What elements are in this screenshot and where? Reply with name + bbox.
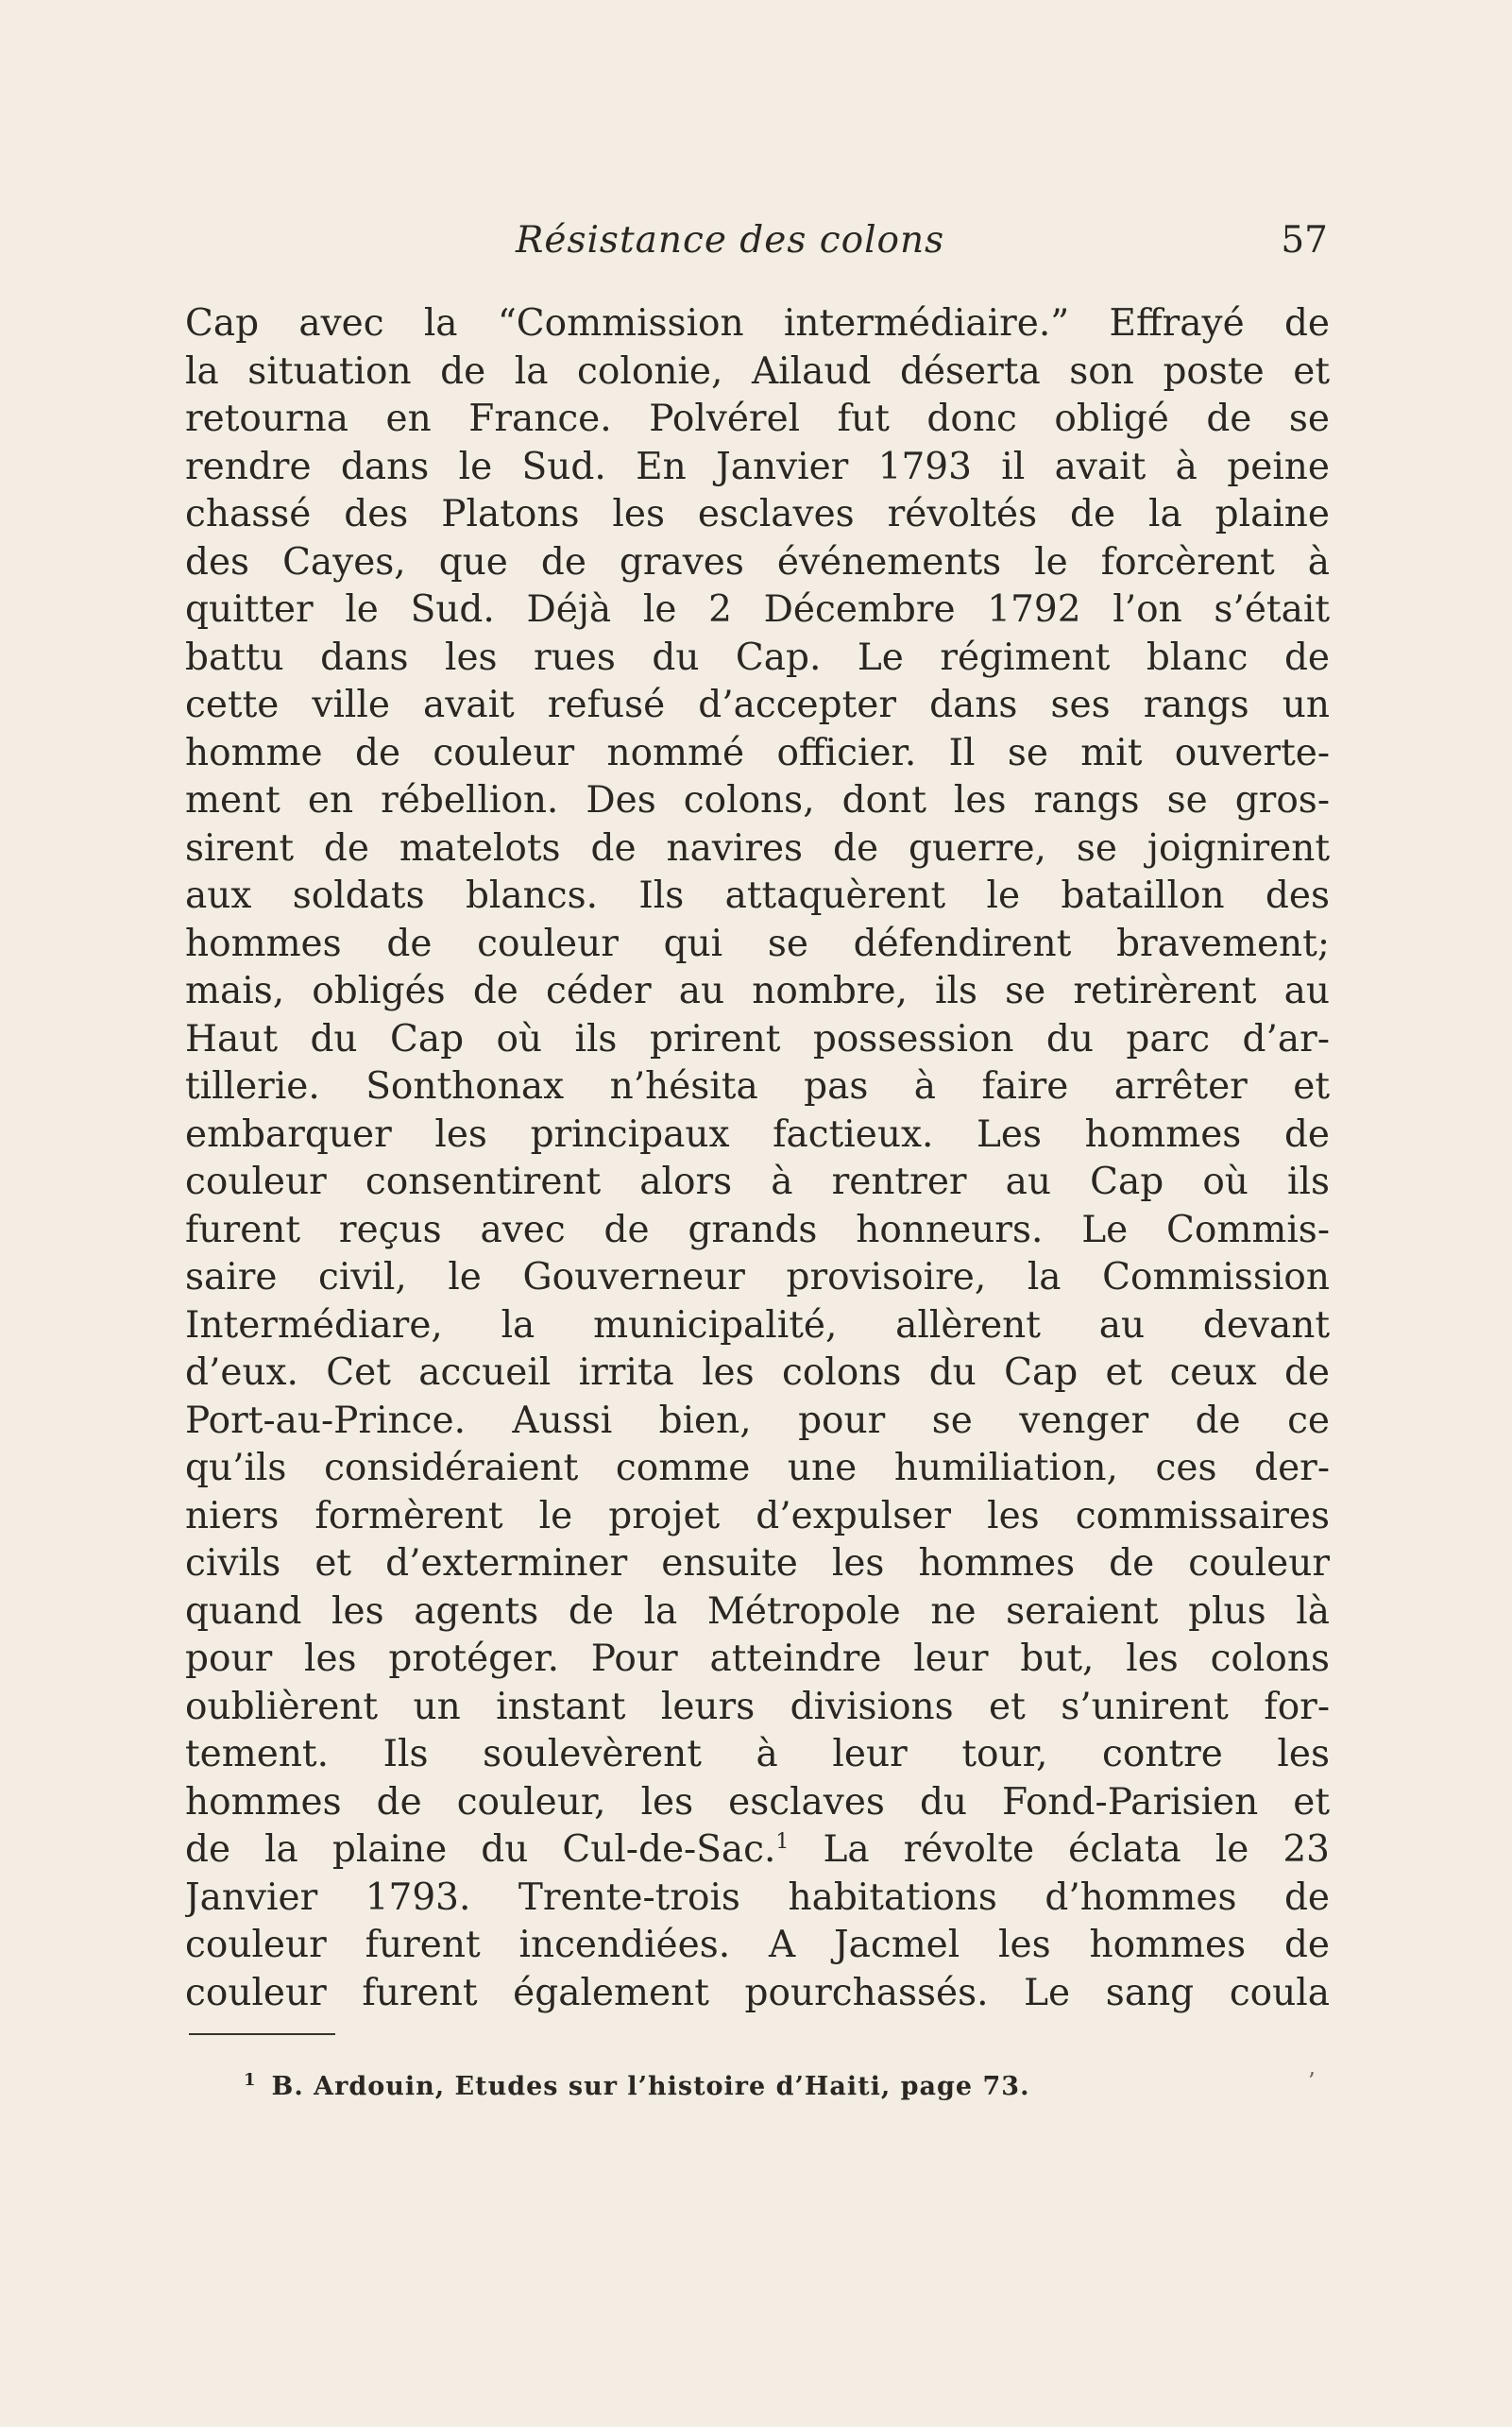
text-line: cette ville avait refusé d’accepter dans ses rangs un <box>185 684 1330 726</box>
text-line: retourna en France. Polvérel fut donc obligé de se <box>185 398 1330 440</box>
text-line: couleur consentirent alors à rentrer au Cap où ils <box>185 1161 1330 1203</box>
text-line: hommes de couleur qui se défendirent bravement; <box>185 922 1330 965</box>
text-line: tillerie. Sonthonax n’hésita pas à faire arrêter et <box>185 1065 1330 1108</box>
text-line: mais, obligés de céder au nombre, ils se retirèrent au <box>185 970 1330 1012</box>
text-line: niers formèrent le projet d’expulser les commissaires <box>185 1494 1330 1537</box>
text-line: civils et d’exterminer ensuite les hommes de couleur <box>185 1542 1330 1585</box>
running-title: Résistance des colons <box>516 219 945 262</box>
text-line: hommes de couleur, les esclaves du Fond-Parisien et <box>185 1780 1330 1824</box>
footnote-marker: 1 <box>244 2070 257 2090</box>
text-line: d’eux. Cet accueil irrita les colons du Cap et ceux de <box>185 1351 1330 1394</box>
text-line: la situation de la colonie, Ailaud déserta son poste et <box>185 349 1330 393</box>
text-line: homme de couleur nommé officier. Il se mit ouverte- <box>185 731 1330 774</box>
text-line: Cap avec la “Commission intermédiaire.” Effrayé de <box>185 302 1330 345</box>
text-line: Intermédiare, la municipalité, allèrent au devant <box>185 1303 1330 1347</box>
text-line: embarquer les principaux factieux. Les hommes de <box>185 1112 1330 1156</box>
text-line: Janvier 1793. Trente-trois habitations d’hommes de <box>185 1875 1330 1919</box>
text-line: rendre dans le Sud. En Janvier 1793 il avait à peine <box>185 445 1330 488</box>
text-line: Haut du Cap où ils prirent possession du parc d’ar- <box>185 1017 1330 1061</box>
body-text <box>185 300 1330 2017</box>
page-header <box>185 219 1328 276</box>
text-line: couleur furent incendiées. A Jacmel les hommes de <box>185 1924 1330 1966</box>
page-number: 57 <box>1281 219 1328 262</box>
text-line: furent reçus avec de grands honneurs. Le Commis- <box>185 1208 1330 1251</box>
text-line: sirent de matelots de navires de guerre, se joignirent <box>185 826 1330 870</box>
footnote-divider <box>189 2033 335 2035</box>
text-line-before-note: de la plaine du Cul-de-Sac. <box>185 1828 776 1871</box>
stray-mark: ’ <box>1308 2068 1316 2095</box>
footnote <box>244 2070 1029 2101</box>
text-line-with-footnote <box>185 1826 1330 1875</box>
footnote-reference: 1 <box>775 1830 790 1854</box>
text-line: des Cayes, que de graves événements le forcèrent à <box>185 540 1330 584</box>
text-line-after-note: La révolte éclata le 23 <box>789 1828 1330 1871</box>
footnote-text: B. Ardouin, Etudes sur l’histoire d’Haiti, page 73. <box>271 2072 1030 2101</box>
text-line: quand les agents de la Métropole ne seraient plus là <box>185 1589 1330 1633</box>
text-line: battu dans les rues du Cap. Le régiment blanc de <box>185 636 1330 679</box>
text-line: qu’ils considéraient comme une humiliation, ces der- <box>185 1447 1330 1489</box>
text-line: pour les protéger. Pour atteindre leur but, les colons <box>185 1638 1330 1680</box>
text-line: saire civil, le Gouverneur provisoire, la Commission <box>185 1256 1330 1298</box>
text-line: couleur furent également pourchassés. Le sang coula <box>185 1971 1330 2014</box>
text-line: aux soldats blancs. Ils attaquèrent le bataillon des <box>185 874 1330 917</box>
text-line: quitter le Sud. Déjà le 2 Décembre 1792 l’on s’était <box>185 588 1330 631</box>
text-line: ment en rébellion. Des colons, dont les rangs se gros- <box>185 779 1330 822</box>
text-line: chassé des Platons les esclaves révoltés de la plaine <box>185 493 1330 535</box>
text-line: tement. Ils soulevèrent à leur tour, contre les <box>185 1733 1330 1775</box>
text-line: Port-au-Prince. Aussi bien, pour se venger de ce <box>185 1399 1330 1442</box>
text-line: oublièrent un instant leurs divisions et s’unirent for- <box>185 1685 1330 1728</box>
